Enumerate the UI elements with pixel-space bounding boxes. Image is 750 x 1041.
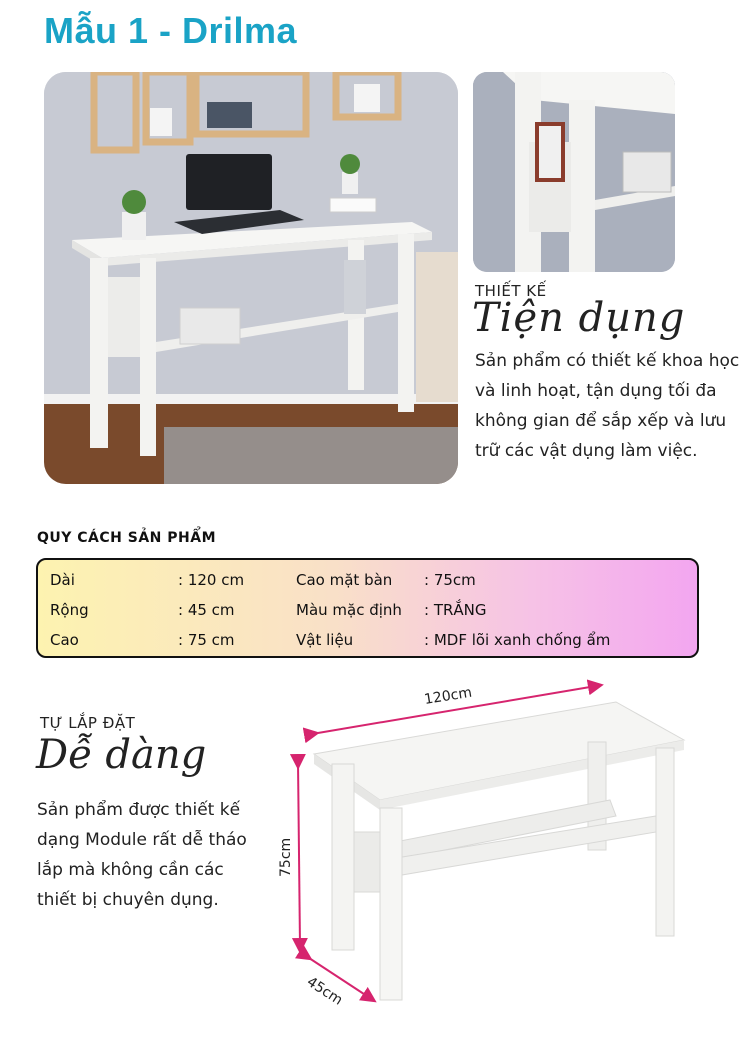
feature-headline: Tiện dụng [472, 295, 686, 341]
desk-leg [656, 748, 674, 936]
spec-label: Vật liệu [296, 631, 354, 649]
assembly-kicker: TỰ LẮP ĐẶT [40, 714, 136, 732]
spec-value: : TRẮNG [424, 601, 487, 619]
spec-value: : 120 cm [178, 571, 245, 589]
spec-label: Cao [50, 631, 79, 649]
desk-detail-photo [473, 72, 675, 272]
dimension-diagram [270, 672, 710, 1032]
height-arrow [298, 762, 300, 946]
spec-label: Dài [50, 571, 75, 589]
desk-side-panel [354, 832, 380, 892]
spec-label: Màu mặc định [296, 601, 402, 619]
height-label: 75cm [278, 837, 294, 877]
feature-kicker: THIẾT KẾ [475, 282, 547, 300]
spec-table [36, 558, 699, 658]
spec-value: : MDF lõi xanh chống ẩm [424, 631, 611, 649]
spec-section-title: QUY CÁCH SẢN PHẨM [37, 530, 217, 546]
assembly-headline: Dễ dàng [36, 732, 207, 778]
spec-value: : 75cm [424, 571, 476, 589]
spec-label: Cao mặt bàn [296, 571, 393, 589]
page-title: Mẫu 1 - Drilma [44, 10, 298, 51]
depth-label: 45cm [303, 973, 346, 1009]
feature-description: Sản phẩm có thiết kế khoa học và linh hoạt, tận dụng tối đa không gian để sắp xếp và lưu trữ các vật dụng làm việc. [475, 351, 740, 461]
spec-value: : 75 cm [178, 631, 235, 649]
width-label: 120cm [423, 684, 474, 708]
assembly-description: Sản phẩm được thiết kế dạng Module rất dễ tháo lắp mà không cần các thiết bị chuyên dụng. [37, 800, 247, 910]
desk-leg [380, 808, 402, 1000]
desk-main-photo [44, 72, 458, 484]
desk-leg [332, 764, 354, 950]
spec-value: : 45 cm [178, 601, 235, 619]
spec-label: Rộng [50, 601, 89, 619]
